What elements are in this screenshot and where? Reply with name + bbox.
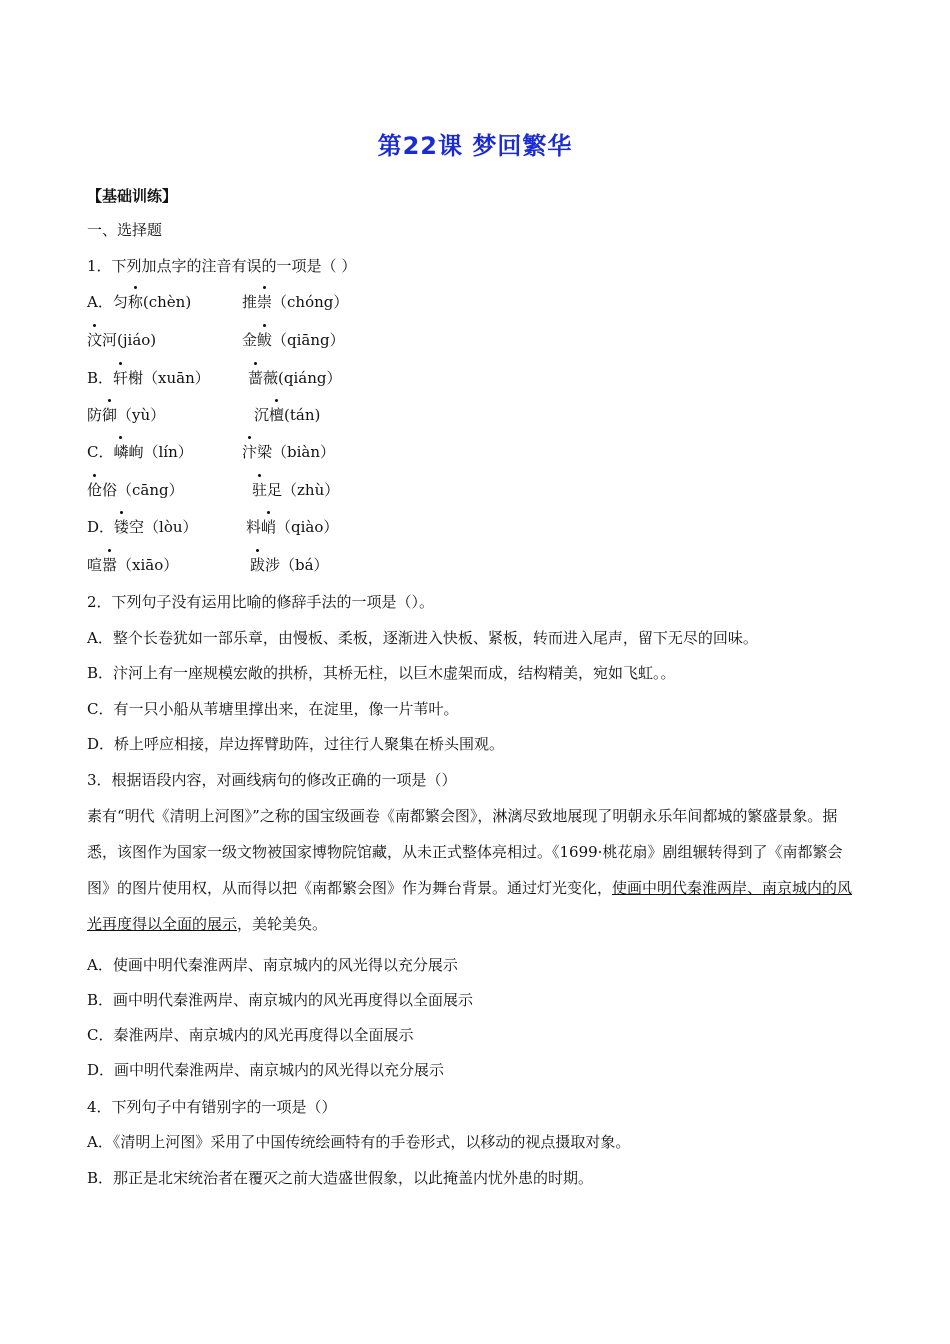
section-heading: 【基础训练】 bbox=[87, 187, 178, 205]
page-title: 第22课 梦回繁华 bbox=[377, 132, 573, 160]
q1-option-a-row2: 汶河(jiáo) bbox=[87, 331, 157, 349]
dotted-char: 御 bbox=[102, 406, 118, 424]
dotted-char: 鲅 bbox=[257, 331, 273, 349]
q3-option-b: B．画中明代秦淮两岸、南京城内的风光再度得以全面展示 bbox=[87, 991, 474, 1009]
q3-option-d: D．画中明代秦淮两岸、南京城内的风光得以充分展示 bbox=[87, 1061, 445, 1079]
q1-option-c-row2: 伧俗（cāng） bbox=[87, 481, 184, 499]
dotted-char: 伧 bbox=[87, 481, 103, 499]
q1-option-b-row1-col2: 蔷薇(qiáng） bbox=[248, 369, 342, 387]
q3-passage: 素有“明代《清明上河图》”之称的国宝级画卷《南都繁会图》，淋漓尽致地展现了明朝永乐年间都城的繁盛景象。据悉，该图作为国家一级文物被国家博物院馆藏，从未正式整体亮相过。《1699·桃花扇》剧组辗转得到了《南都繁会图》的图片使用权，从而得以把《南都繁会图》作为舞台背景。通过灯光变化，使画中明代秦淮两岸、南京城内的风光再度得以全面的展示，美轮美奂。 bbox=[87, 807, 853, 933]
q4-option-a: A．《清明上河图》采用了中国传统绘画特有的手卷形式，以移动的视点摄取对象。 bbox=[87, 1133, 631, 1151]
dotted-char: 蔷 bbox=[248, 369, 264, 387]
q2-option-a: A．整个长卷犹如一部乐章，由慢板、柔板，逐渐进入快板、紧板，转而进入尾声，留下无尽的回味。 bbox=[87, 629, 758, 647]
q1-option-b-row1: B．轩榭（xuān） bbox=[87, 369, 210, 387]
q1-option-d-row1: D．镂空（lòu） bbox=[87, 518, 198, 536]
q1-option-a-row1: A．匀称(chèn) bbox=[87, 293, 192, 311]
q4-stem: 4．下列句子中有错别字的一项是（） bbox=[87, 1098, 337, 1116]
dotted-char: 跋 bbox=[250, 556, 266, 574]
q1-option-d-row1-col2: 料峭（qiào） bbox=[246, 518, 339, 536]
q2-option-d: D．桥上呼应相接，岸边挥臂助阵，过往行人聚集在桥头围观。 bbox=[87, 735, 505, 753]
option-label: A． bbox=[87, 293, 113, 311]
q3-option-a: A．使画中明代秦淮两岸、南京城内的风光得以充分展示 bbox=[87, 956, 458, 974]
q1-option-b-row2: 防御（yù） bbox=[87, 406, 166, 424]
dotted-char: 镂 bbox=[114, 518, 130, 536]
dotted-char: 嚣 bbox=[102, 556, 118, 574]
q1-option-d-row2: 喧嚣（xiāo） bbox=[87, 556, 179, 574]
dotted-char: 汶 bbox=[87, 331, 103, 349]
option-label: D． bbox=[87, 518, 115, 536]
q1-option-a-row2-col2: 金鲅（qiāng） bbox=[242, 331, 345, 349]
q4-option-b: B．那正是北宋统治者在覆灭之前大造盛世假象，以此掩盖内忧外患的时期。 bbox=[87, 1169, 594, 1187]
dotted-char: 称 bbox=[127, 293, 143, 311]
dotted-char: 崇 bbox=[257, 293, 273, 311]
q1-stem: 1．下列加点字的注音有误的一项是（ ） bbox=[87, 257, 357, 275]
dotted-char: 汴 bbox=[242, 443, 258, 461]
dotted-char: 驻 bbox=[252, 481, 268, 499]
q2-option-b: B．汴河上有一座规模宏敞的拱桥，其桥无柱，以巨木虚架而成，结构精美，宛如飞虹。。 bbox=[87, 664, 676, 682]
q1-option-b-row2-col2: 沉檀(tán) bbox=[254, 406, 321, 424]
option-label: B． bbox=[87, 369, 114, 387]
dotted-char: 檀 bbox=[269, 406, 285, 424]
dotted-char: 嶙 bbox=[113, 443, 129, 461]
q2-stem: 2．下列句子没有运用比喻的修辞手法的一项是（）。 bbox=[87, 593, 435, 611]
q3-stem: 3．根据语段内容，对画线病句的修改正确的一项是（） bbox=[87, 771, 457, 789]
option-label: C． bbox=[87, 443, 114, 461]
dotted-char: 峭 bbox=[261, 518, 277, 536]
q1-option-c-row1: C．嶙峋（lín） bbox=[87, 443, 193, 461]
q1-option-d-row2-col2: 跋涉（bá） bbox=[250, 556, 329, 574]
q1-option-c-row2-col2: 驻足（zhù） bbox=[252, 481, 340, 499]
part-heading: 一、选择题 bbox=[87, 221, 163, 239]
underlined-sentence: 使画中明代秦淮两岸、南京城内的风光再度得以全面的展示 bbox=[87, 879, 853, 933]
q1-option-a-row1-col2: 推崇（chóng） bbox=[242, 293, 349, 311]
q2-option-c: C．有一只小船从苇塘里撑出来，在淀里，像一片苇叶。 bbox=[87, 700, 459, 718]
q1-option-c-row1-col2: 汴梁（biàn） bbox=[242, 443, 336, 461]
q3-option-c: C．秦淮两岸、南京城内的风光再度得以全面展示 bbox=[87, 1026, 414, 1044]
dotted-char: 轩 bbox=[113, 369, 129, 387]
